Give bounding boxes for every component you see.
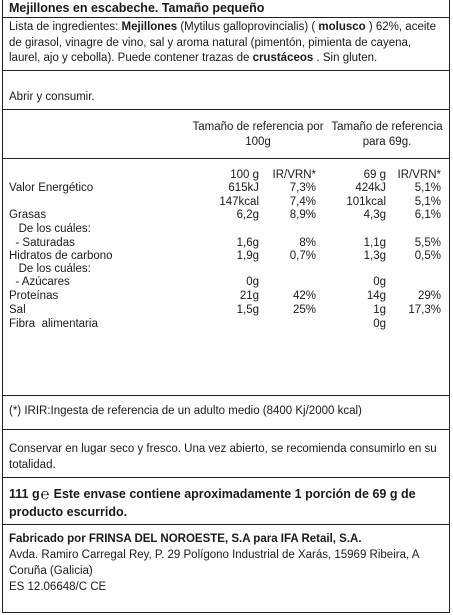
ir-69g: 29% [417,290,441,302]
allergen-crustaceans: crustáceos [252,52,314,64]
portion-text: Este envase contiene aproximadamente 1 porción de 69 g de producto escurrido. [9,487,416,519]
ir-69g: 6,1% [414,209,441,221]
nutrition-row [3,304,449,318]
ir-69g: 5,5% [414,237,441,249]
ingredients-text: (Mytilus galloprovincialis) ( [177,21,319,33]
manufacturer-info [9,531,445,595]
ir-69g: 5,1% [414,182,441,194]
value-100g: 147kcal [219,196,259,208]
divider [3,70,449,71]
value-69g: 101kcal [346,196,386,208]
nutrient-label: Proteínas [9,290,59,302]
nutrition-row [3,318,449,332]
value-69g: 1,1g [363,237,386,249]
nutrient-label: De los cuáles: [9,263,91,275]
nutrition-row [3,196,449,210]
nutrition-row [3,263,449,277]
nutrient-label: - Azúcares [9,276,70,288]
divider [3,158,449,159]
value-100g: 6,2g [236,209,259,221]
header-ir-69g: IR/VRN* [397,169,441,181]
value-100g: 21g [239,290,259,302]
ir-100g: 25% [292,304,316,316]
instructions: Abrir y consumir. [9,91,95,103]
value-69g: 0g [373,318,386,330]
product-title: Mejillones en escabeche. Tamaño pequeño [9,1,265,15]
estimated-sign-icon: ℮ [40,486,50,503]
nutrition-row [3,290,449,304]
divider [3,477,449,478]
header-100g: 100 g [230,169,259,181]
ir-100g: 42% [292,290,316,302]
manufacturer-address: Avda. Ramiro Carregal Rey, P. 29 Polígono Industrial de Xarás, 15969 Ribeira, A Coruña (Galicia) [9,549,419,577]
value-69g: 424kJ [355,182,386,194]
ir-100g: 7,4% [289,196,316,208]
nutrient-label: Hidratos de carbono [9,250,113,262]
ir-69g: 5,1% [414,196,441,208]
table-header [3,169,449,183]
value-100g: 1,5g [236,304,259,316]
manufacturer-heading: Fabricado por FRINSA DEL NOROESTE, S.A para IFA Retail, S.A. [9,533,362,545]
allergen-mollusc: molusco [318,21,366,33]
ingredients-list [9,20,441,67]
ingredients-text: . Sin gluten. [313,52,378,64]
ir-100g: 7,3% [289,182,316,194]
divider [3,109,449,110]
value-69g: 1g [373,304,386,316]
label-frame [2,0,450,613]
net-weight-amount: 111 g [9,487,40,501]
ingredients-text: ) 62%, aceite de girasol, vinagre de vino, sal y aroma natural (pimentón, pimienta de cayena, laurel, ajo y cebolla). Puede contener trazas de [9,21,436,64]
value-69g: 0g [373,276,386,288]
value-69g: 4,3g [363,209,386,221]
nutrient-label: De los cuáles: [9,223,91,235]
nutrition-row [3,209,449,223]
nutrient-label: Fibra alimentaria [9,318,98,330]
value-100g: 1,6g [236,237,259,249]
net-weight [9,485,445,521]
nutrient-label: Sal [9,304,26,316]
storage-instructions: Conservar en lugar seco y fresco. Una vez abierto, se recomienda consumirlo en su totalidad. [9,443,437,471]
nutrition-row [3,250,449,264]
divider [3,17,449,18]
header-ir-100g: IR/VRN* [272,169,316,181]
value-69g: 14g [366,290,386,302]
value-100g: 0g [246,276,259,288]
ir-69g: 17,3% [408,304,441,316]
nutrient-label: Valor Energético [9,182,94,194]
ir-100g: 8% [299,237,316,249]
value-69g: 1,3g [363,250,386,262]
value-100g: 1,9g [236,250,259,262]
registry-number: ES 12.06648/C CE [9,581,107,593]
footnote: (*) IRIR:Ingesta de referencia de un adulto medio (8400 Kj/2000 kcal) [9,405,362,417]
nutrient-label: - Saturadas [9,237,75,249]
nutrition-row [3,182,449,196]
nutrition-row [3,223,449,237]
ir-100g: 0,7% [289,250,316,262]
reference-size-100: Tamaño de referencia por 100g [192,121,324,148]
ingredient-mussels: Mejillones [121,21,178,33]
header-69g: 69 g [363,169,386,181]
ingredients-prefix: Lista de ingredientes: [9,21,122,33]
reference-size-69: Tamaño de referencia para 69g. [331,121,443,148]
divider [3,395,449,396]
nutrient-label: Grasas [9,209,47,221]
value-100g: 615kJ [228,182,259,194]
divider [3,524,449,525]
nutrition-row [3,237,449,251]
ir-100g: 8,9% [289,209,316,221]
nutrition-row [3,276,449,290]
divider [3,429,449,430]
ir-69g: 0,5% [414,250,441,262]
